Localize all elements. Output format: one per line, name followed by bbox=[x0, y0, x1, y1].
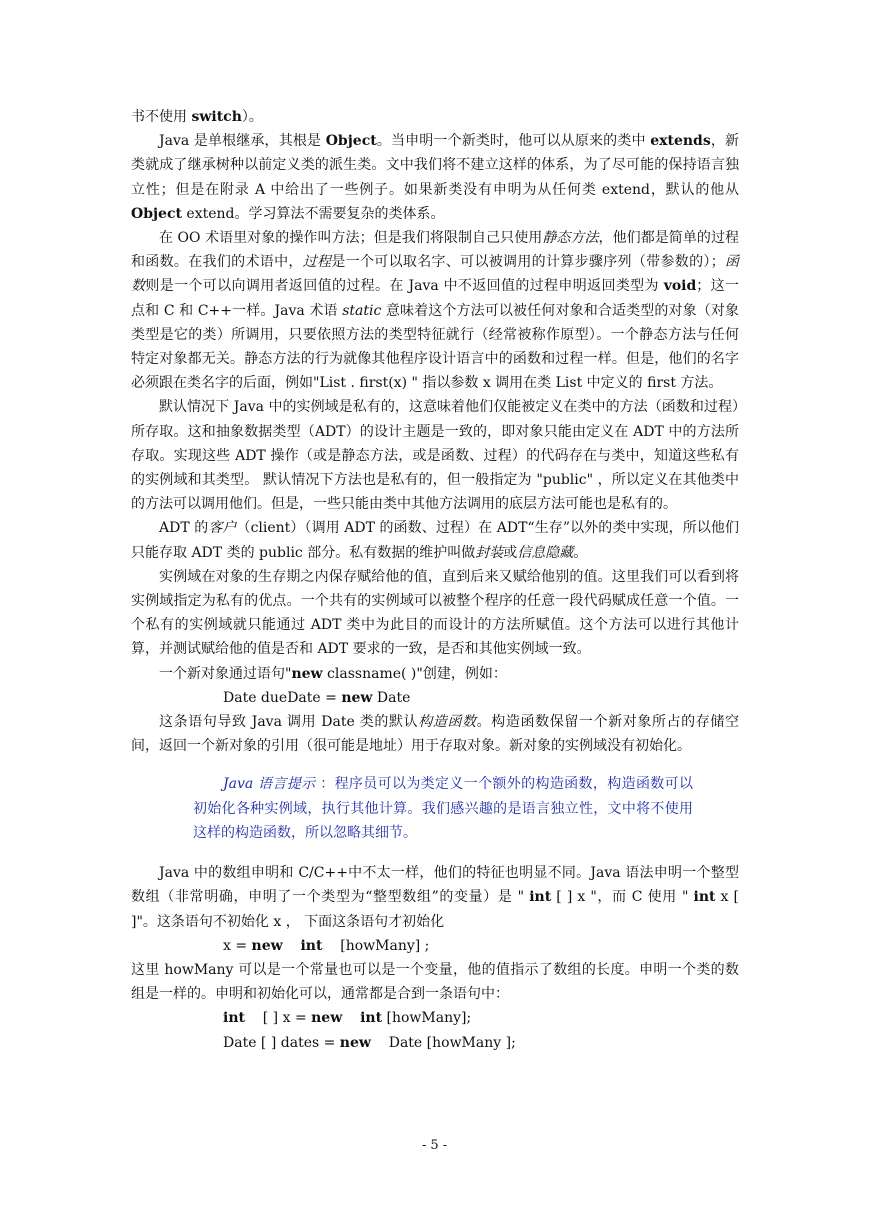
code-line-1: Date dueDate = new Date bbox=[223, 689, 411, 706]
language-note bbox=[193, 772, 693, 845]
paragraph-0: 书不使用 switch）。 bbox=[131, 109, 263, 125]
paragraph-6: 一个新对象通过语句"new classname( )"创建，例如： bbox=[159, 665, 507, 682]
code-line-3: int [ ] x = new int [howMany]; bbox=[223, 1010, 472, 1027]
paragraph-9: 这里 howMany 可以是一个常量也可以是一个变量，他的值指示了数组的长度。申明一个类的数组是一样的。申明和初始化可以，通常都是合到一条语句中： bbox=[131, 961, 739, 1003]
paragraph-1: Java 是单根继承，其根是 Object。当申明一个新类时，他可以从原来的类中 extends，新类就成了继承树种以前定义类的派生类。文中我们将不建立这样的体系，为了尽可能的保持语言独立性；但是在附录 A 中给出了一些例子。如果新类没有申明为从任何类 extend，默认的他从 Object extend。学习算法不需要复杂的类体系。 bbox=[131, 133, 739, 222]
paragraph-5: 实例域在对象的生存期之内保存赋给他的值，直到后来又赋给他别的值。这里我们可以看到将实例域指定为私有的优点。一个共有的实例域可以被整个程序的任意一段代码赋成任意一个值。一个私有的实例域就只能通过 ADT 类中为此目的而设计的方法所赋值。这个方法可以进行其他计算，并测试赋给他的值是否和 ADT 要求的一致，是否和其他实例域一致。 bbox=[131, 568, 739, 658]
page-body bbox=[131, 105, 739, 1055]
paragraph-2: 在 OO 术语里对象的操作叫方法；但是我们将限制自己只使用静态方法，他们都是简单的过程和函数。在我们的术语中，过程是一个可以取名字、可以被调用的计算步骤序列（带参数的）；函数则是一个可以向调用者返回值的过程。在 Java 中不返回值的过程申明返回类型为 void；这一点和 C 和 C++一样。Java 术语 static 意味着这个方法可以被任何对象和合适类型的对象（对象类型是它的类）所调用，只要依照方法的类型特征就行（经常被称作原型）。一个静态方法与任何特定对象都无关。静态方法的行为就像其他程序设计语言中的函数和过程一样。但是，他们的名字必须跟在类名字的后面，例如"List . first(x) " 指以参数 x 调用在类 List 中定义的 first 方法。 bbox=[131, 230, 740, 392]
code-line-4: Date [ ] dates = new Date [howMany ]; bbox=[223, 1034, 516, 1051]
code-line-2: x = new int [howMany] ; bbox=[223, 937, 430, 954]
paragraph-3: 默认情况下 Java 中的实例域是私有的，这意味着他们仅能被定义在类中的方法（函数和过程）所存取。这和抽象数据类型（ADT）的设计主题是一致的，即对象只能由定义在 ADT 中的方法所存取。实现这些 ADT 操作（或是静态方法，或是函数、过程）的代码存在与类中，知道这些私有的实例域和其类型。 默认情况下方法也是私有的，但一般指定为 "public" ，所以定义在其他类中的方法可以调用他们。但是，一些只能由类中其他方法调用的底层方法可能也是私有的。 bbox=[131, 399, 739, 513]
paragraph-4: ADT 的客户（client）（调用 ADT 的函数、过程）在 ADT“生存”以外的类中实现，所以他们只能存取 ADT 类的 public 部分。私有数据的维护叫做封装或信息隐藏。 bbox=[131, 520, 740, 561]
paragraph-7: 这条语句导致 Java 调用 Date 类的默认构造函数。构造函数保留一个新对象所占的存储空间，返回一个新对象的引用（很可能是地址）用于存取对象。新对象的实例域没有初始化。 bbox=[131, 714, 740, 755]
language-note-text: Java 语言提示 ：程序员可以为类定义一个额外的构造函数，构造函数可以初始化各种实例域，执行其他计算。我们感兴趣的是语言独立性，文中将不使用这样的构造函数，所以忽略其细节。 bbox=[193, 776, 693, 841]
page-number: - 5 - bbox=[421, 1138, 448, 1153]
paragraph-8: Java 中的数组申明和 C/C++中不太一样，他们的特征也明显不同。Java 语法申明一个整型数组（非常明确，申明了一个类型为“整型数组”的变量）是 " int [ ] x "，而 C 使用 " int x [ ]"。这条语句不初始化 x ， 下面这条语句才初始化 bbox=[131, 865, 740, 930]
